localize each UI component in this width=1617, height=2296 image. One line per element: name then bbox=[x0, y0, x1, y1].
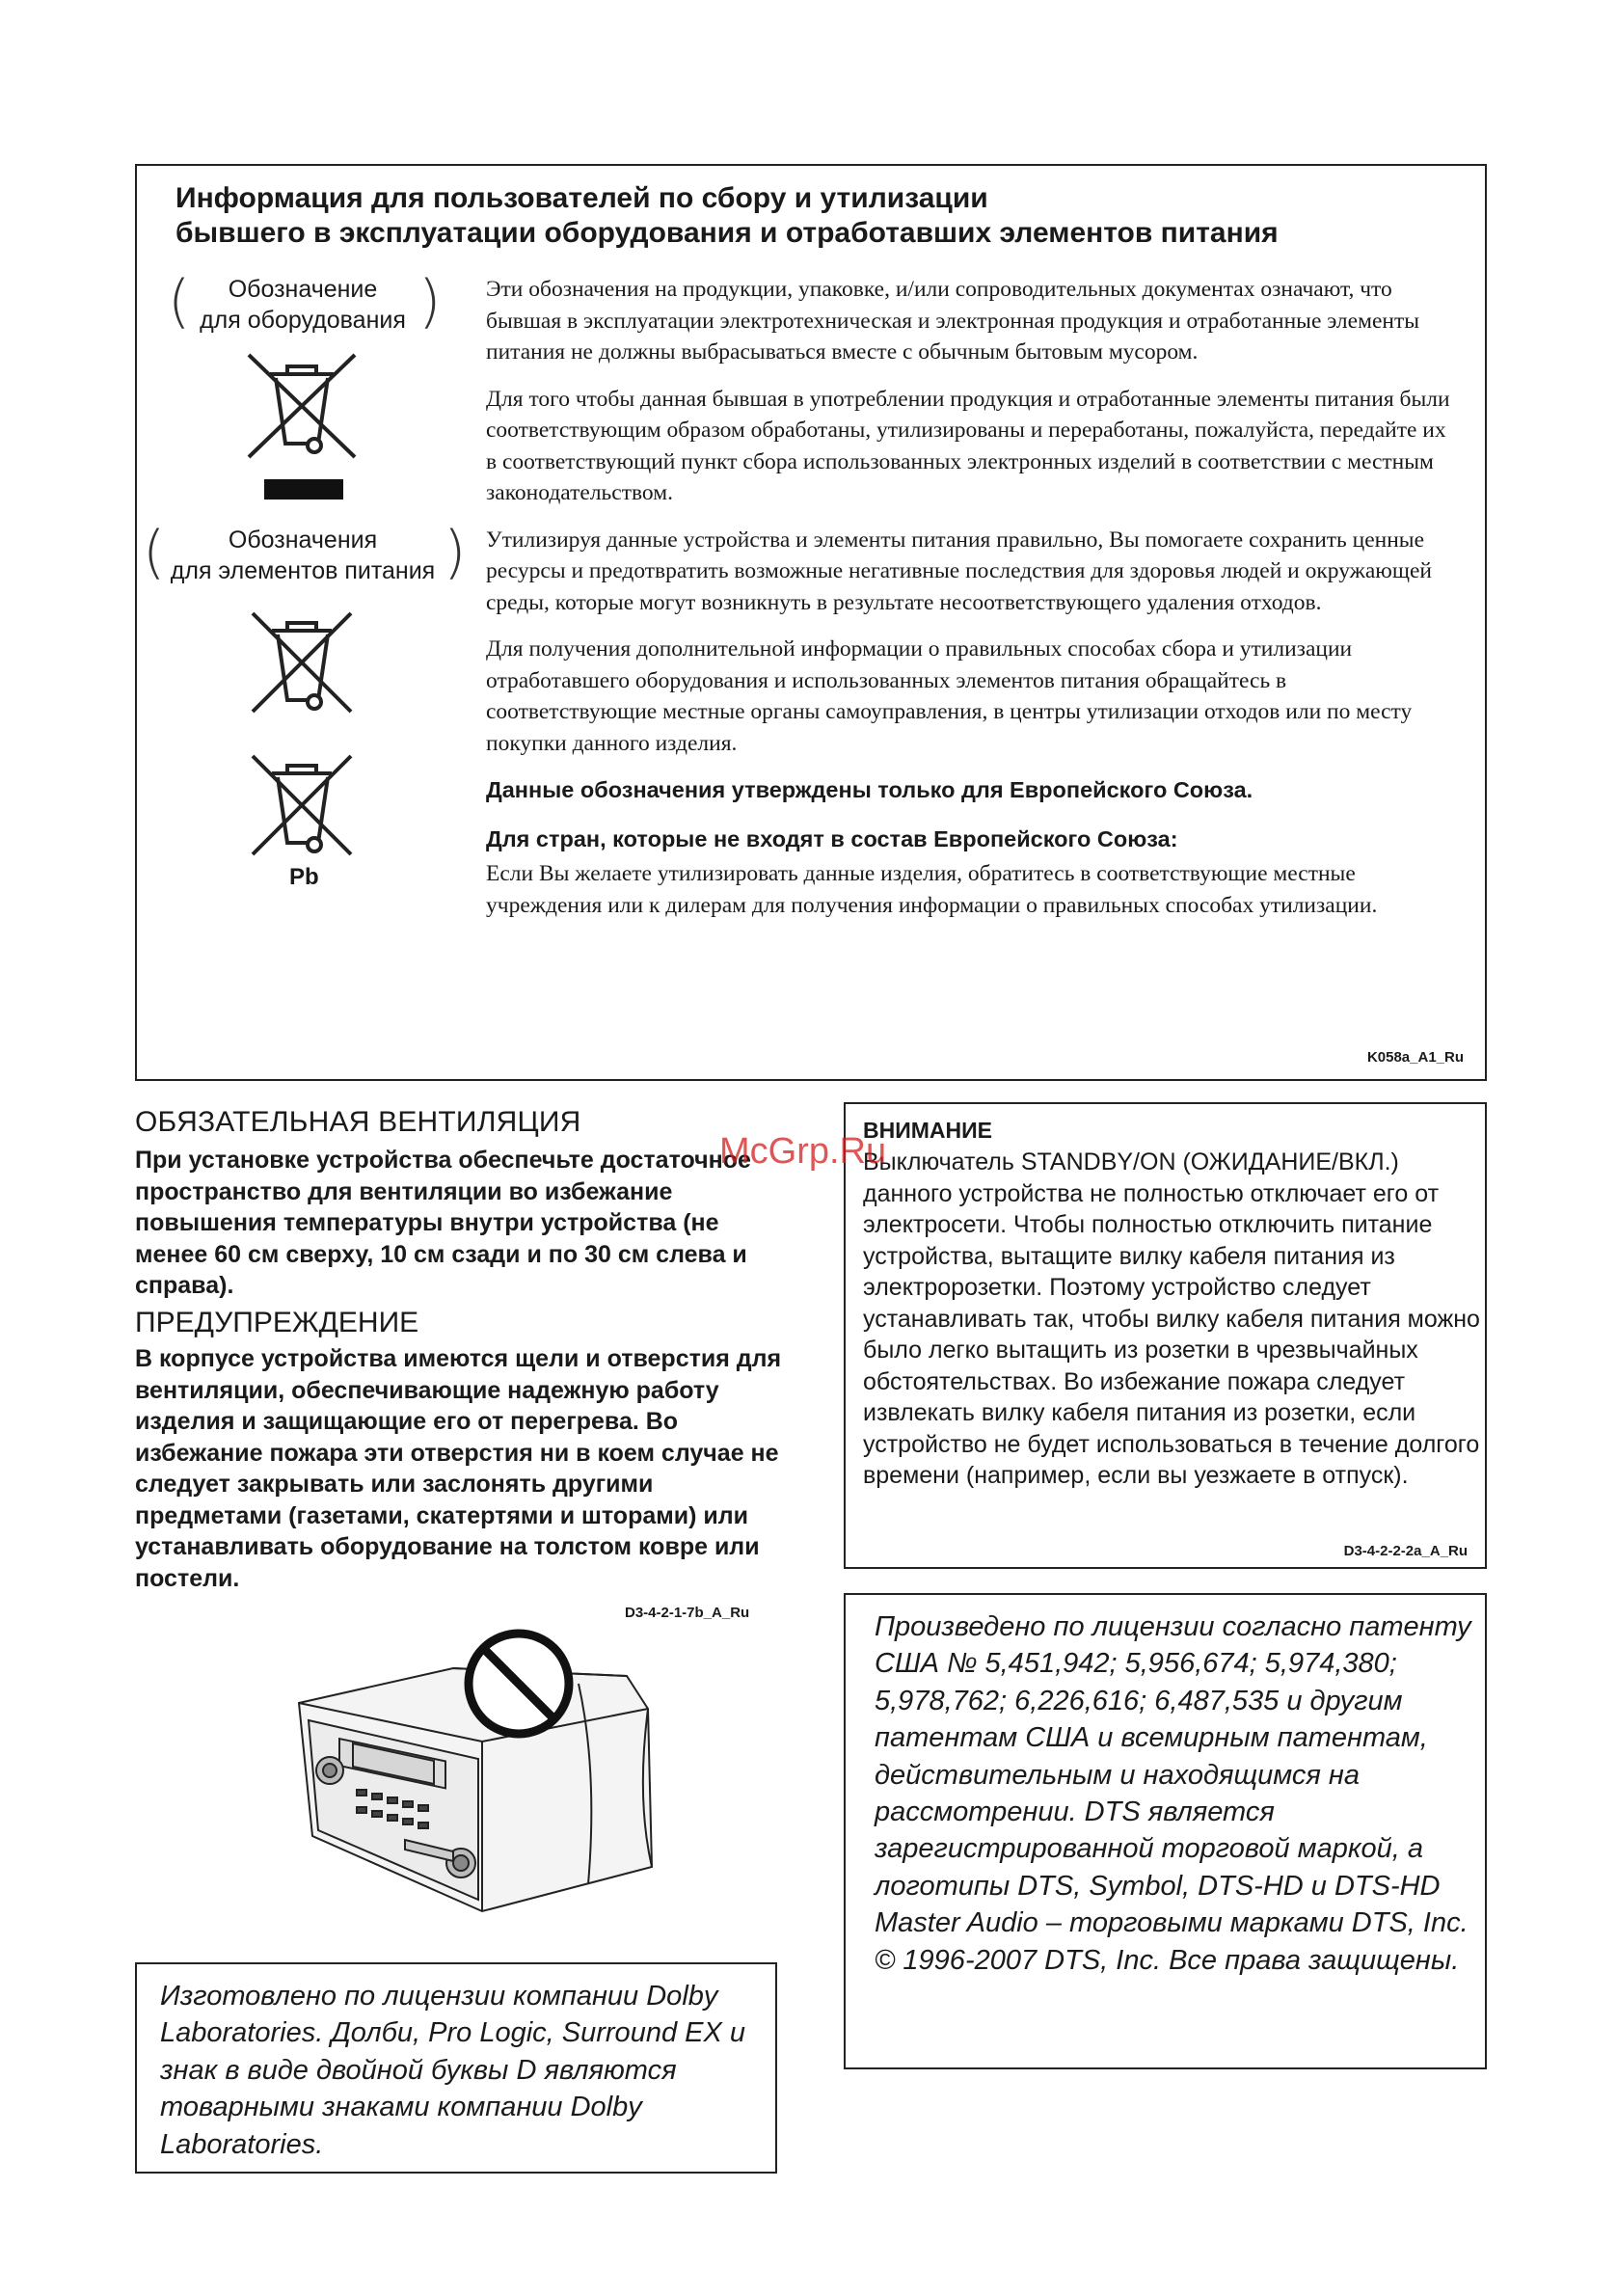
black-bar-marker bbox=[264, 479, 343, 500]
info-doc-code: K058a_A1_Ru bbox=[1366, 1049, 1464, 1066]
eu-only-note: Данные обозначения утверждены только для Европейского Союза. bbox=[486, 777, 1253, 802]
non-eu-text: Если Вы желаете утилизировать данные изделия, обратитесь в соответствующие местные учреждения или к дилерам для получения информации о правильных способах утилизации. bbox=[486, 861, 1378, 918]
batteries-symbol-caption: Обозначения для элементов питания bbox=[170, 527, 436, 584]
ventilation-heading: ОБЯЗАТЕЛЬНАЯ ВЕНТИЛЯЦИЯ bbox=[135, 1106, 581, 1138]
prohibition-icon bbox=[469, 1634, 569, 1734]
info-paragraph: Эти обозначения на продукции, упаковке, и/или сопроводительных документах означают, что бывшая в эксплуатации электротехническая и электронная продукция и отработанные элементы питания не должны выбрасываться вместе с обычным бытовым мусором. bbox=[486, 277, 1420, 365]
equipment-symbol-caption: Обозначение для оборудования bbox=[200, 276, 406, 334]
crossed-bin-icon bbox=[245, 606, 359, 717]
left-parenthesis: ( bbox=[143, 519, 166, 586]
warning-text: В корпусе устройства имеются щели и отверстия для вентиляции, обеспечивающие надежную работу изделия и защищающие его от перегрева. Во избежание пожара эти отверстия ни в коем случае не следует закрывать или заслонять другими предметами (газетами, скатертями и шторами) или устанавливать оборудование на толстом ковре или постели. bbox=[135, 1345, 782, 1592]
recycling-info-text bbox=[486, 274, 1460, 936]
info-paragraph: Для получения дополнительной информации о правильных способах сбора и утилизации отработавшего оборудования и использованных элементов питания обращайтесь в соответствующие местные органы самоуправления, в центры утилизации отходов или по месту покупки данного изделия. bbox=[486, 636, 1413, 756]
crossed-bin-icon bbox=[245, 748, 359, 860]
right-parenthesis: ) bbox=[444, 519, 467, 586]
warning-doc-code: D3-4-2-1-7b_A_Ru bbox=[625, 1605, 750, 1621]
dts-license-text: Произведено по лицензии согласно патенту США № 5,451,942; 5,956,674; 5,974,380; 5,978,762; 6,226,616; 6,487,535 и другим патентам США и всемирным патентам, действительным и находящимся на рассмотрении. DTS является зарегистрированной торговой маркой, а логотипы DTS, Symbol, DTS-HD и DTS-HD Master Audio – торговыми марками DTS, Inc. © 1996-2007 DTS, Inc. Все права защищены. bbox=[875, 1611, 1471, 1976]
left-parenthesis: ( bbox=[168, 268, 191, 336]
recycling-info-box bbox=[135, 164, 1487, 1081]
right-parenthesis: ) bbox=[418, 268, 442, 336]
caution-text: Выключатель STANDBY/ON (ОЖИДАНИЕ/ВКЛ.) данного устройства не полностью отключает его от электросети. Чтобы полностью отключить питание устройства, вытащите вилку кабеля питания из электророзетки. Поэтому устройство следует устанавливать так, чтобы вилку кабеля питания можно было легко вытащить из розетки в чрезвычайных обстоятельствах. Во избежание пожара следует извлекать вилку кабеля питания из розетки, если устройство не будет использоваться в течение долгого времени (например, если вы уезжаете в отпуск). bbox=[863, 1148, 1480, 1489]
dolby-license-text: Изготовлено по лицензии компании Dolby Laboratories. Долби, Pro Logic, Surround EX и знак в виде двойной буквы D являются товарными знаками компании Dolby Laboratories. bbox=[160, 1981, 746, 2160]
watermark: McGrp.Ru bbox=[719, 1131, 887, 1172]
recycling-info-title: Информация для пользователей по сбору и утилизации бывшего в эксплуатации оборудования и отработавших элементов питания bbox=[175, 182, 1279, 249]
ventilation-text: При установке устройства обеспечьте достаточное пространство для вентиляции во избежание повышения температуры внутри устройства (не менее 60 см сверху, 10 см сзади и по 30 см слева и справа). bbox=[135, 1147, 751, 1299]
info-paragraph: Утилизируя данные устройства и элементы питания правильно, Вы помогаете сохранить ценные ресурсы и предотвратить возможные негативные последствия для здоровья людей и окружающей среды, которые могут возникнуть в результате несоответствующего удаления отходов. bbox=[486, 527, 1432, 615]
non-eu-heading: Для стран, которые не входят в состав Европейского Союза: bbox=[486, 825, 1178, 851]
crossed-bin-icon bbox=[241, 349, 363, 461]
dolby-license-box bbox=[135, 1962, 777, 2174]
warning-heading: ПРЕДУПРЕЖДЕНИЕ bbox=[135, 1307, 419, 1338]
pb-label: Pb bbox=[289, 864, 319, 890]
caution-box bbox=[844, 1102, 1487, 1569]
caution-heading: ВНИМАНИЕ bbox=[863, 1118, 993, 1143]
covered-receiver-illustration bbox=[289, 1626, 665, 1915]
dts-license-box bbox=[844, 1593, 1487, 2069]
caution-doc-code: D3-4-2-2-2a_A_Ru bbox=[1343, 1543, 1468, 1559]
info-paragraph: Для того чтобы данная бывшая в употреблении продукция и отработанные элементы питания были соответствующим образом обработаны, утилизированы и переработаны, пожалуйста, передайте их в соответствующий пункт сбора использованных электронных изделий в соответствии с местным законодательством. bbox=[486, 386, 1450, 505]
